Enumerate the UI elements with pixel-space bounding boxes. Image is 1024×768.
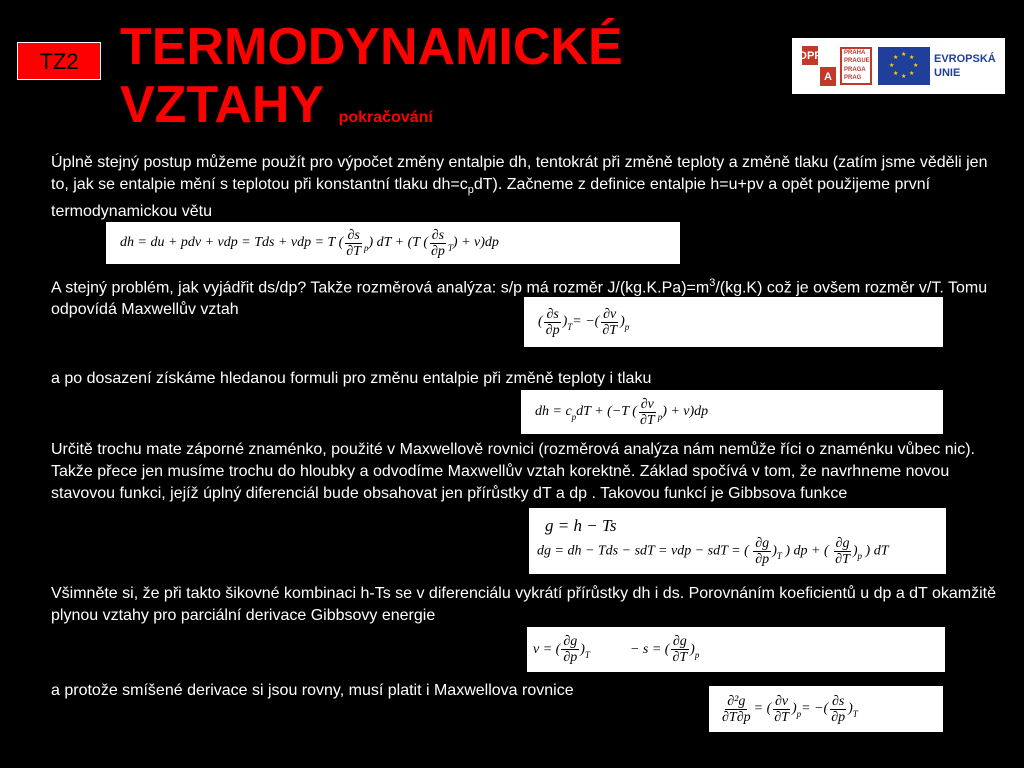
paragraph-4: Určitě trochu mate záporné znaménko, použité v Maxwellově rovnici (rozměrová analýza nám nemůže říci o znaménku vůbec nic). Takže přece jen musíme trochu do hloubky a odvodíme Maxwellův vztah korektně. Základ spočívá v tom, že navrhneme novou stavovou funkci, jejíž úplný diferenciál bude obsahovat jen přírůstky dT a dp . Takovou funkcí je Gibbsova funkce — [51, 441, 975, 502]
praha-logo: PRAHA PRAGUE PRAGA PRAG — [840, 47, 872, 85]
title-line-2: VZTAHY — [120, 76, 325, 134]
equation-maxwell-1: ( $\frac{\partial s}{\partial p}$ ) T = −( $\frac{\partial v}{\partial T}$ ) p — [524, 297, 943, 347]
paragraph-5: Všimněte si, že při takto šikovné kombinaci h-Ts se v diferenciálu vykrátí přírůstky dh i ds. Porovnáním koeficientů u dp a dT okamžitě plynou vztahy pro parciální derivace Gibbsovy energie — [51, 585, 997, 624]
eu-flag-icon: ★ ★ ★ ★ ★ ★ ★ ★ — [878, 47, 930, 85]
title-line-1: TERMODYNAMICKÉ — [120, 18, 623, 76]
title-subtitle: pokračování — [338, 109, 433, 126]
paragraph-2: A stejný problém, jak vyjádřit ds/dp? Takže rozměrová analýza: s/p má rozměr $J/(kg.K.Pa)=m^3/(kg.K)$ což je ovšem rozměr v/T. Tomu odpovídá Maxwellův vztah — [51, 277, 988, 319]
paragraph-6: a protože smíšené derivace si jsou rovny, musí platit i Maxwellova rovnice — [51, 682, 574, 699]
eu-text: EVROPSKÁ UNIE — [934, 53, 996, 79]
equation-gibbs: g = h − Ts dg = dh − Tds − sdT = vdp − sdT = ( $\frac{\partial g}{\partial p}$ )$_T$ ) dp + ( $\frac{\partial g}{\partial T}$ )$_p$ ) dT — [529, 508, 946, 574]
equation-enthalpy-differential: dh = du + pdv + vdp = Tds + vdp = T ( $\frac{\partial s}{\partial T}$ p ) dT + (T ( $\frac{\partial s}{\partial p}$ T ) + v)dp — [106, 222, 680, 264]
slide-title — [120, 18, 623, 147]
logo-strip — [792, 38, 1005, 94]
equation-gibbs-partials: v = ( $\frac{\partial g}{\partial p}$ ) T − s = ( $\frac{\partial g}{\partial T}$ ) p — [527, 627, 945, 672]
slide-badge: TZ2 — [17, 42, 101, 80]
paragraph-1: Úplně stejný postup můžeme použít pro výpočet změny entalpie dh, tentokrát při změně teploty a změně tlaku (zatím jsme věděli jen to, jak se entalpie mění s teplotou při konstantní tlaku $dh=c_pdT$). Začneme z definice entalpie h=u+pv a opět použijeme první termodynamickou větu — [51, 154, 988, 221]
equation-maxwell-2: $\frac{\text{∂²g}}{\partial T\partial p}$ = ( $\frac{\partial v}{\partial T}$ ) p = −( $\frac{\partial s}{\partial p}$ ) T — [709, 686, 943, 732]
equation-enthalpy-result: dh = c p dT + (−T ( $\frac{\partial v}{\partial T}$ p ) + v)dp — [521, 390, 943, 434]
paragraph-3: a po dosazení získáme hledanou formuli pro změnu entalpie při změně teploty i tlaku — [51, 370, 652, 387]
oppa-logo: OPP A — [802, 46, 836, 86]
